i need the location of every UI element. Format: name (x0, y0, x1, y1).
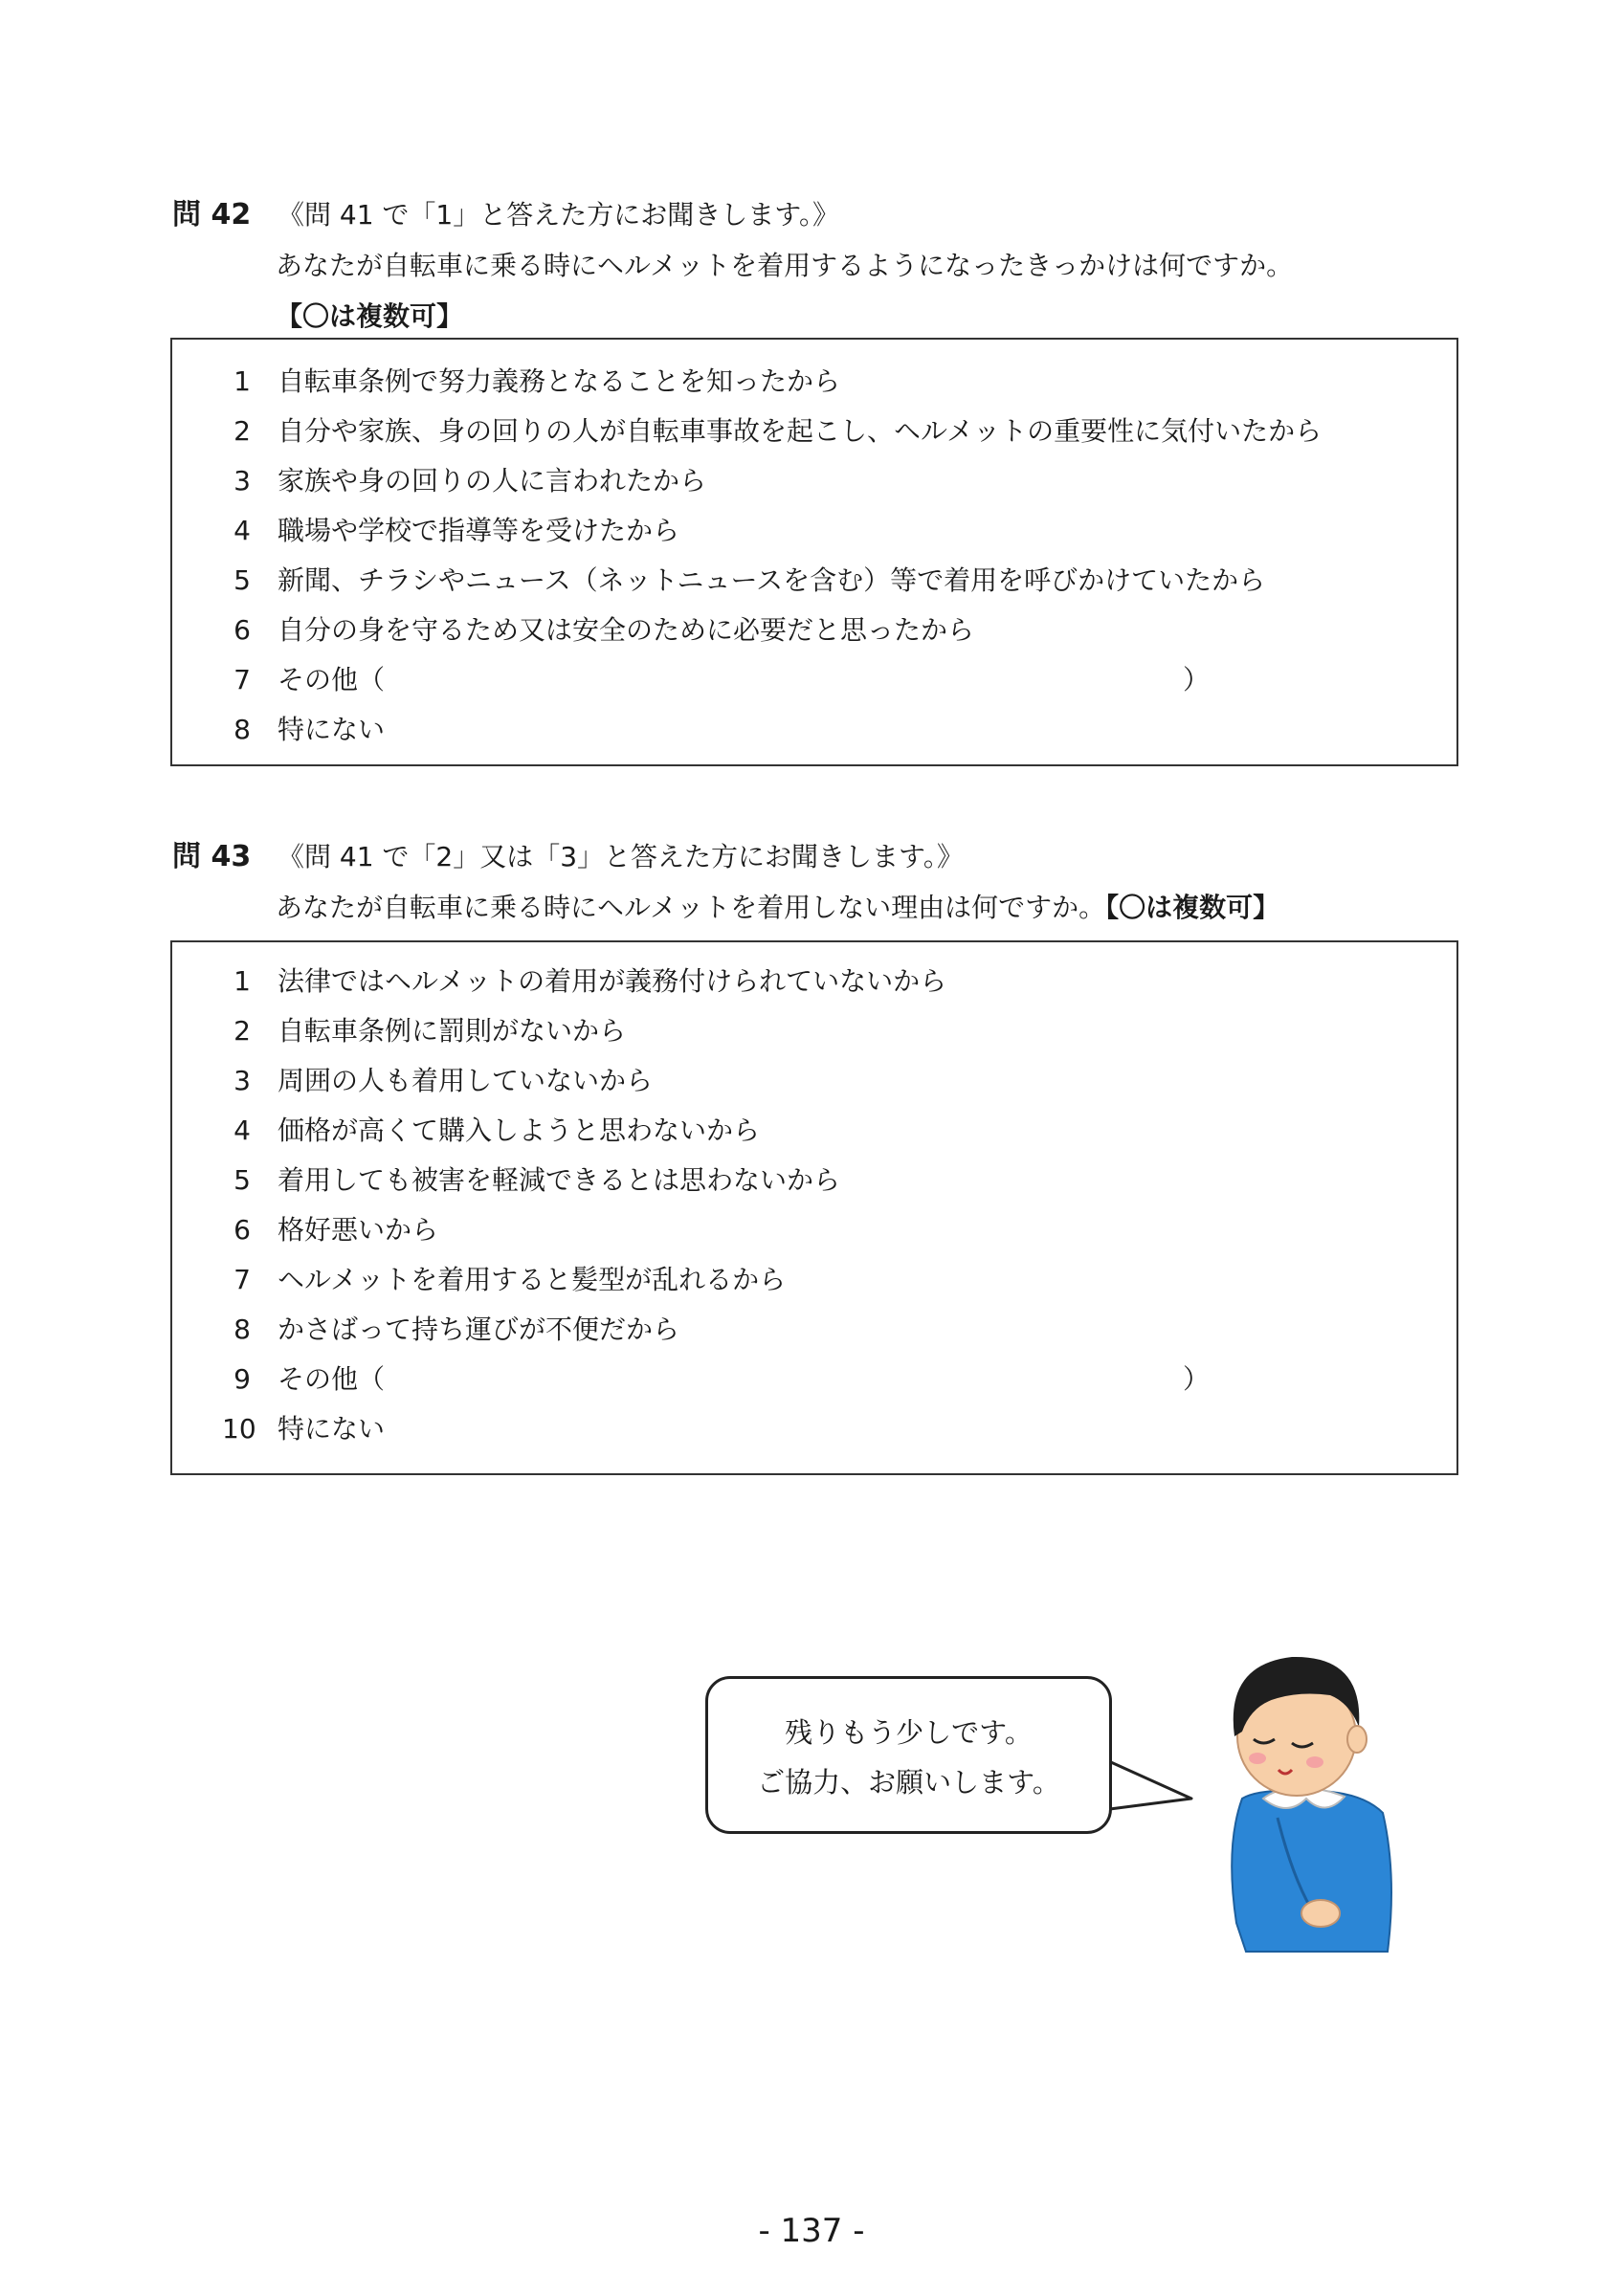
option-label: その他（ (278, 1363, 386, 1395)
option-number: 9 (233, 1363, 251, 1395)
q42-header (172, 196, 839, 234)
q43-condition: 《問 41 で「2」又は「3」と答えた方にお聞きします。》 (278, 841, 964, 872)
option-label: 着用しても被害を軽減できるとは思わないから (278, 1164, 841, 1196)
option-number: 7 (233, 1264, 251, 1295)
option-label: かさばって持ち運びが不便だから (278, 1314, 680, 1345)
option-number: 7 (233, 664, 251, 695)
option-label: 家族や身の回りの人に言われたから (278, 465, 707, 497)
q43-option-2[interactable] (222, 1006, 626, 1056)
option-number: 8 (233, 1314, 251, 1345)
option-number: 6 (233, 614, 251, 646)
option-number: 5 (233, 1164, 251, 1196)
q42-option-7[interactable] (222, 655, 385, 705)
option-label: 新聞、チラシやニュース（ネットニュースを含む）等で着用を呼びかけていたから (278, 564, 1266, 596)
q43-option-1[interactable] (222, 957, 946, 1006)
q42-option-2[interactable] (222, 407, 1322, 456)
bowing-boy-illustration (1187, 1636, 1416, 1961)
q42-note: 【〇は複数可】 (276, 300, 464, 332)
q43-question: あなたが自転車に乗る時にヘルメットを着用しない理由は何ですか。 (276, 892, 1106, 923)
option-number: 3 (233, 1065, 251, 1096)
bubble-line-1: 残りもう少しです。 (785, 1716, 1033, 1749)
q42-options-box (170, 338, 1458, 766)
q42-option-3[interactable] (222, 456, 706, 506)
option-number: 1 (233, 365, 251, 397)
option-number: 1 (233, 965, 251, 997)
q43-option-9[interactable] (222, 1355, 385, 1404)
speech-bubble-tail (1101, 1751, 1196, 1818)
q43-option-3[interactable] (222, 1056, 653, 1106)
option-number: 2 (233, 415, 251, 447)
q42-option-5[interactable] (222, 556, 1265, 606)
q43-header (172, 838, 964, 876)
q43-option-5[interactable] (222, 1156, 840, 1205)
q42-number: 問 42 (172, 198, 252, 232)
option-label: 職場や学校で指導等を受けたから (278, 515, 680, 546)
option-number: 10 (222, 1413, 256, 1445)
q42-option-8[interactable] (222, 705, 385, 755)
option-label: 特にない (278, 1413, 386, 1445)
option-label: 自転車条例に罰則がないから (278, 1015, 627, 1047)
option-label: 周囲の人も着用していないから (278, 1065, 654, 1096)
page-number: - 137 - (758, 2212, 865, 2250)
option-label: その他（ (278, 664, 386, 695)
option-number: 4 (233, 515, 251, 546)
option-number: 6 (233, 1214, 251, 1246)
speech-bubble (705, 1676, 1112, 1834)
q43-option-8[interactable] (222, 1305, 679, 1355)
bubble-line-2: ご協力、お願いします。 (757, 1766, 1060, 1799)
option-label: 格好悪いから (278, 1214, 439, 1246)
option-number: 5 (233, 564, 251, 596)
q43-options-box (170, 940, 1458, 1475)
option-number: 8 (233, 714, 251, 745)
q42-question: あなたが自転車に乗る時にヘルメットを着用するようになったきっかけは何ですか。 (276, 250, 1294, 281)
option-number: 2 (233, 1015, 251, 1047)
q42-option-4[interactable] (222, 506, 679, 556)
q42-other-close: ） (1183, 664, 1211, 695)
option-label: 価格が高くて購入しようと思わないから (278, 1115, 761, 1146)
option-label: ヘルメットを着用すると髪型が乱れるから (278, 1264, 787, 1295)
q43-number: 問 43 (172, 840, 252, 873)
option-label: 特にない (278, 714, 386, 745)
q42-option-6[interactable] (222, 606, 974, 655)
option-label: 法律ではヘルメットの着用が義務付けられていないから (278, 965, 947, 997)
option-number: 3 (233, 465, 251, 497)
q43-question-line (276, 889, 1279, 927)
q43-option-6[interactable] (222, 1205, 438, 1255)
q43-option-10[interactable] (222, 1404, 385, 1454)
option-label: 自分や家族、身の回りの人が自転車事故を起こし、ヘルメットの重要性に気付いたから (278, 415, 1323, 447)
option-label: 自転車条例で努力義務となることを知ったから (278, 365, 841, 397)
q43-note: 【〇は複数可】 (1105, 892, 1280, 923)
q42-condition: 《問 41 で「1」と答えた方にお聞きします。》 (278, 199, 840, 231)
q43-option-7[interactable] (222, 1255, 786, 1305)
q43-option-4[interactable] (222, 1106, 760, 1156)
q43-other-close: ） (1183, 1363, 1211, 1395)
option-label: 自分の身を守るため又は安全のために必要だと思ったから (278, 614, 975, 646)
q42-option-1[interactable] (222, 357, 840, 407)
option-number: 4 (233, 1115, 251, 1146)
